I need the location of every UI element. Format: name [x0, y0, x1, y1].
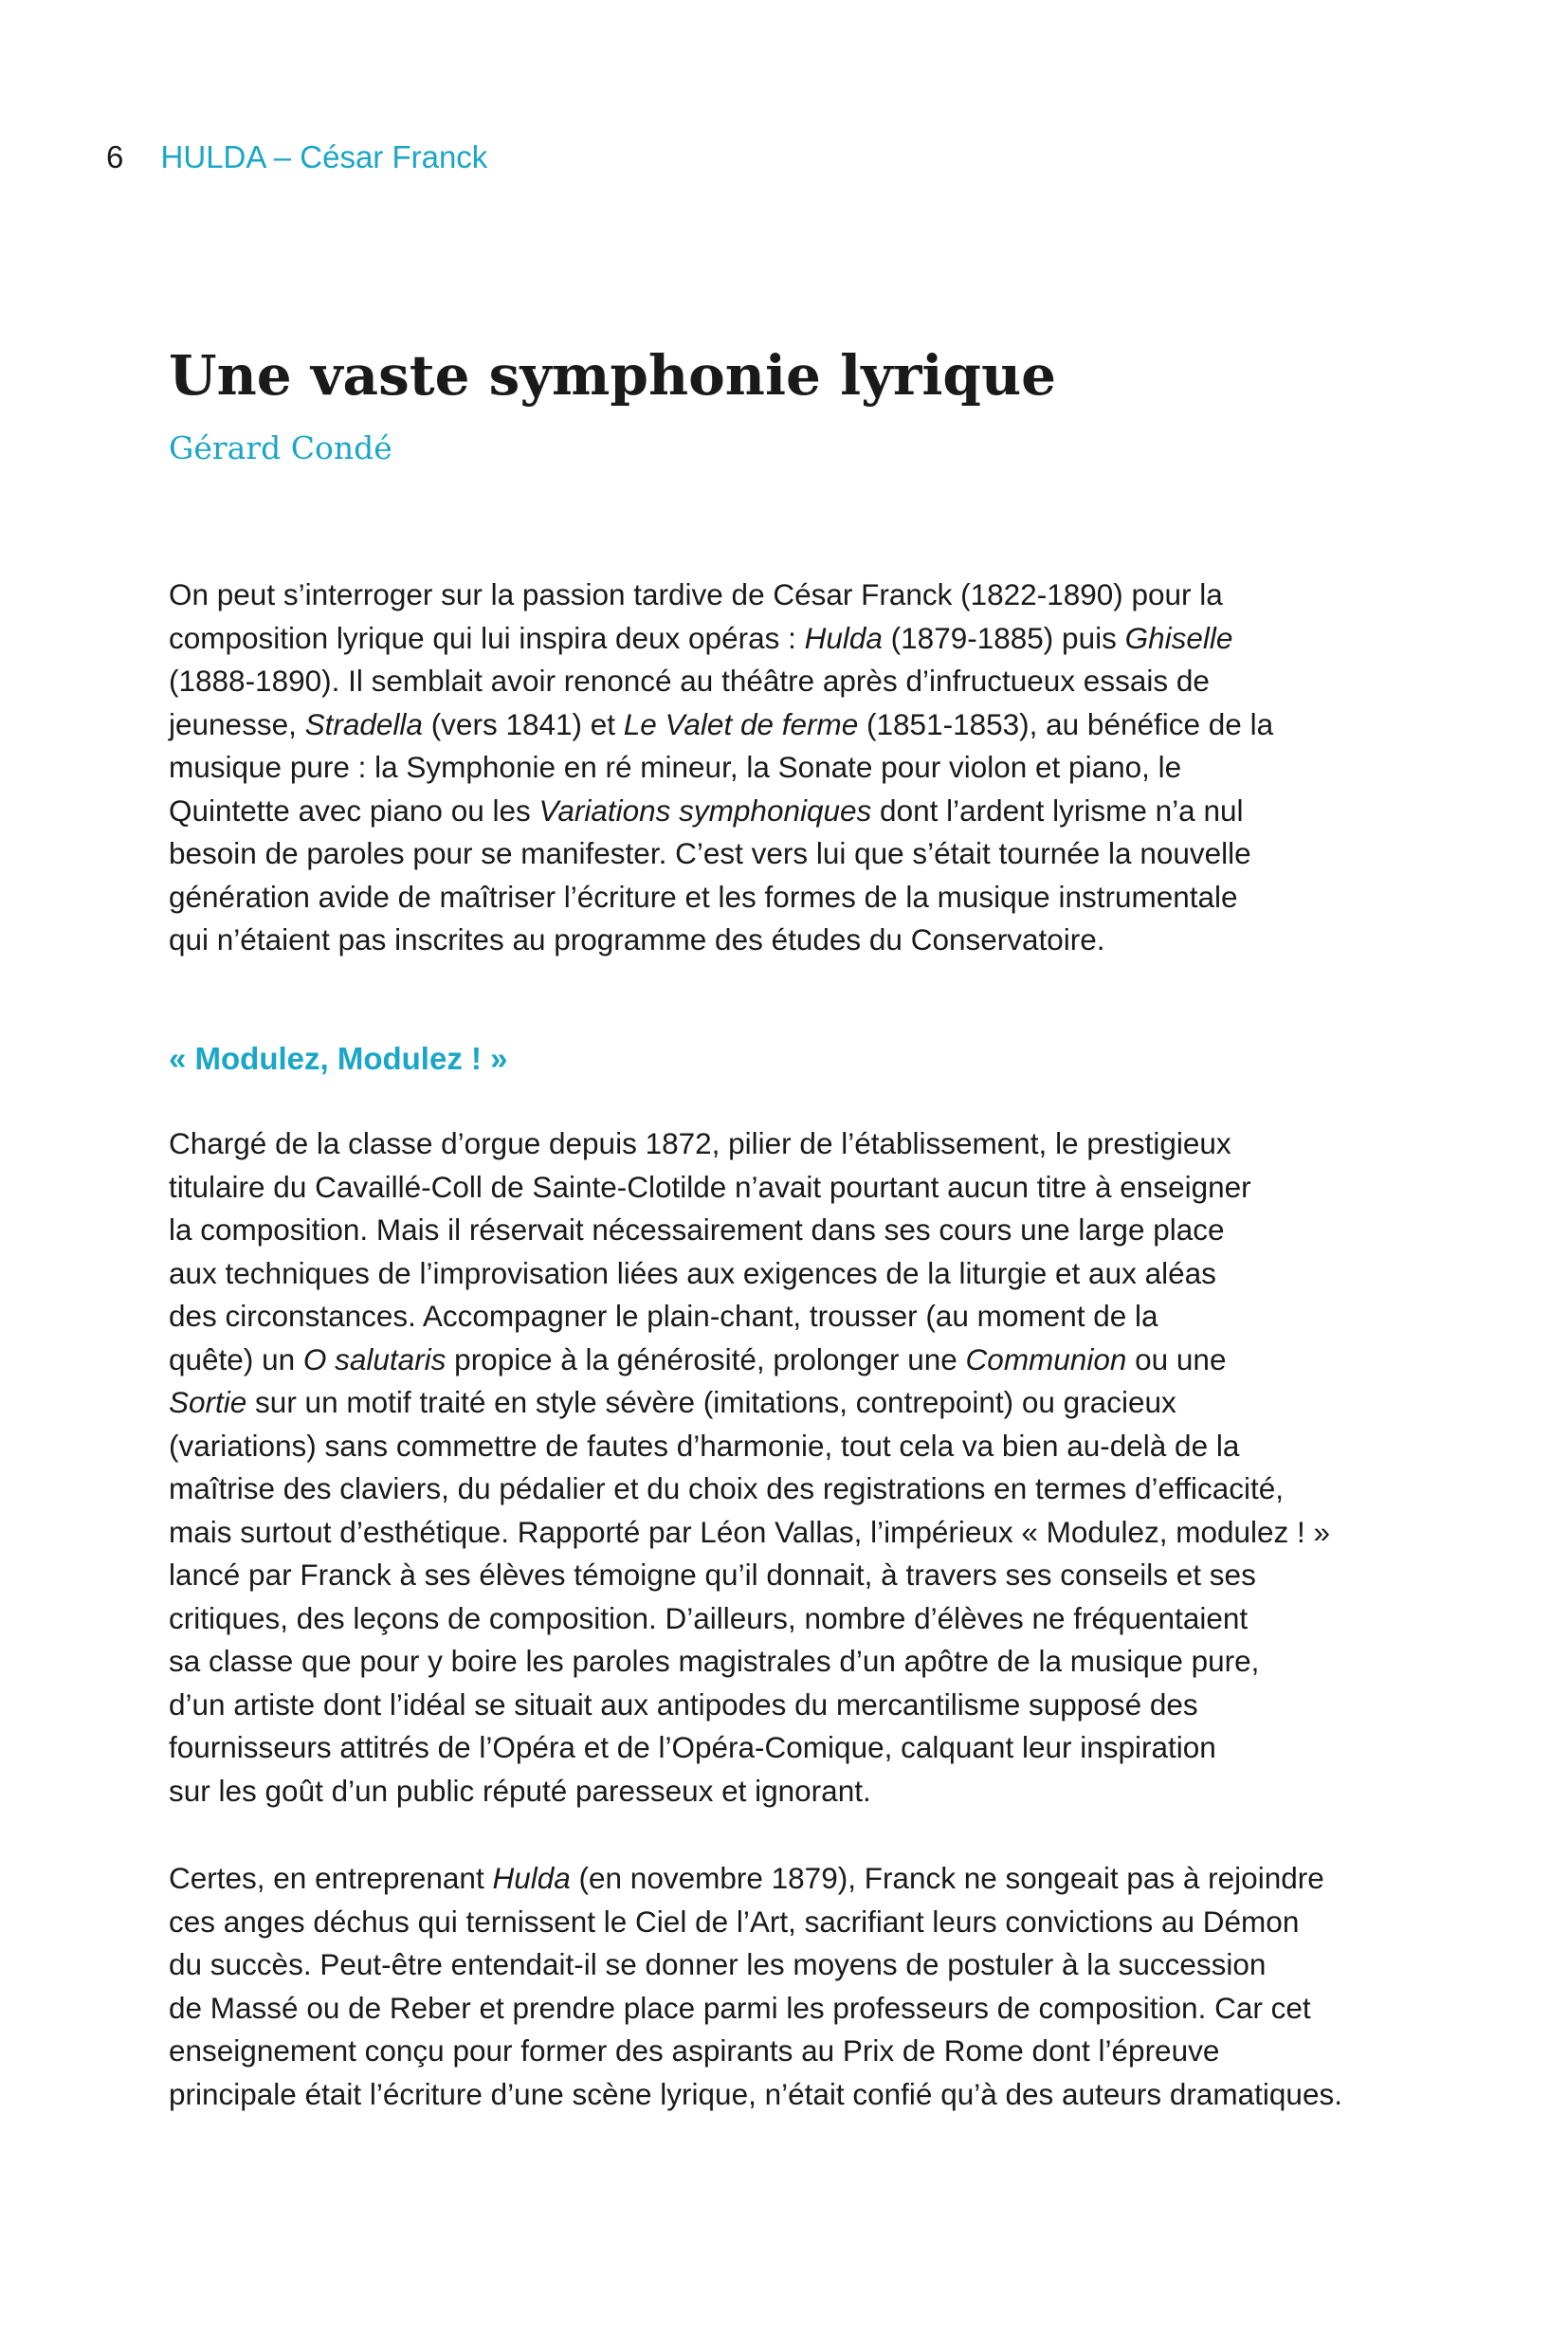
- text-line: [169, 703, 1273, 747]
- text-run: principale était l’écriture d’une scène lyrique, n’était confié qu’à des auteurs dramatiques.: [169, 2076, 1342, 2111]
- italic-title: Communion: [965, 1341, 1127, 1376]
- text-line: [169, 1684, 1330, 1727]
- text-line: [169, 1339, 1330, 1382]
- text-run: besoin de paroles pour se manifester. C’est vers lui que s’était tournée la nouvelle: [169, 836, 1251, 870]
- text-line: [169, 1987, 1342, 2031]
- article-author: Gérard Condé: [169, 429, 392, 466]
- text-line: [169, 1857, 1342, 1901]
- text-run: On peut s’interroger sur la passion tardive de César Franck (1822-1890) pour la: [169, 577, 1223, 611]
- running-head: [106, 138, 487, 176]
- text-line: [169, 1381, 1330, 1425]
- text-run: (1888-1890). Il semblait avoir renoncé au théâtre après d’infructueux essais de: [169, 664, 1210, 698]
- text-line: [169, 1597, 1330, 1641]
- text-line: [169, 746, 1273, 790]
- text-line: [169, 1511, 1330, 1555]
- text-line: [169, 876, 1273, 920]
- text-line: [169, 1295, 1330, 1339]
- text-run: des circonstances. Accompagner le plain-chant, trousser (au moment de la: [169, 1299, 1158, 1333]
- italic-title: Stradella: [304, 706, 423, 741]
- text-line: [169, 2073, 1342, 2117]
- text-line: [169, 1122, 1330, 1166]
- italic-title: Sortie: [169, 1385, 247, 1419]
- italic-title: Hulda: [492, 1861, 571, 1895]
- text-run: dont l’ardent lyrisme n’a nul: [871, 793, 1244, 828]
- text-line: [169, 790, 1273, 833]
- text-line: [169, 1209, 1330, 1252]
- text-line: [169, 1901, 1342, 1944]
- text-run: sur un motif traité en style sévère (imitations, contrepoint) ou gracieux: [246, 1385, 1176, 1419]
- text-run: (en novembre 1879), Franck ne songeait pas à rejoindre: [570, 1861, 1324, 1895]
- text-run: jeunesse,: [169, 706, 305, 741]
- section-heading: « Modulez, Modulez ! »: [169, 1041, 508, 1076]
- text-line: [169, 1166, 1330, 1210]
- text-run: Certes, en entreprenant: [169, 1861, 493, 1895]
- text-run: de Massé ou de Reber et prendre place parmi les professeurs de composition. Car cet: [169, 1990, 1311, 2025]
- text-line: [169, 1252, 1330, 1296]
- text-run: musique pure : la Symphonie en ré mineur, la Sonate pour violon et piano, le: [169, 750, 1182, 784]
- text-run: mais surtout d’esthétique. Rapporté par Léon Vallas, l’impérieux « Modulez, modulez ! »: [169, 1514, 1331, 1549]
- text-run: Chargé de la classe d’orgue depuis 1872, pilier de l’établissement, le prestigieux: [169, 1126, 1231, 1160]
- page-number: 6: [106, 139, 124, 174]
- text-run: génération avide de maîtriser l’écriture et les formes de la musique instrumentale: [169, 879, 1238, 914]
- text-line: [169, 660, 1273, 703]
- text-run: (1879-1885) puis: [882, 620, 1125, 655]
- text-line: [169, 1726, 1330, 1770]
- text-run: ces anges déchus qui ternissent le Ciel de l’Art, sacrifiant leurs convictions au Démon: [169, 1904, 1300, 1939]
- text-run: propice à la générosité, prolonger une: [446, 1341, 966, 1376]
- text-line: [169, 617, 1273, 661]
- text-line: [169, 1554, 1330, 1597]
- text-run: titulaire du Cavaillé-Coll de Sainte-Clotilde n’avait pourtant aucun titre à enseigner: [169, 1169, 1251, 1204]
- text-run: (1851-1853), au bénéfice de la: [858, 706, 1274, 741]
- text-run: d’un artiste dont l’idéal se situait aux antipodes du mercantilisme supposé des: [169, 1686, 1198, 1722]
- article-title: Une vaste symphonie lyrique: [169, 343, 1057, 408]
- paragraph-organ-class: [169, 1122, 1330, 1813]
- italic-title: Variations symphoniques: [538, 793, 872, 828]
- text-line: [169, 832, 1273, 876]
- text-line: [169, 1943, 1342, 1987]
- text-run: maîtrise des claviers, du pédalier et du choix des registrations en termes d’efficacité,: [169, 1471, 1284, 1505]
- text-run: ou une: [1126, 1341, 1227, 1376]
- text-run: du succès. Peut-être entendait-il se donner les moyens de postuler à la succession: [169, 1947, 1267, 1981]
- paragraph-intro: [169, 574, 1273, 962]
- text-line: [169, 1770, 1330, 1813]
- text-line: [169, 1640, 1330, 1684]
- text-run: sa classe que pour y boire les paroles magistrales d’un apôtre de la musique pure,: [169, 1644, 1260, 1678]
- text-run: composition lyrique qui lui inspira deux opéras :: [169, 620, 805, 655]
- text-run: enseignement conçu pour former des aspirants au Prix de Rome dont l’épreuve: [169, 2033, 1220, 2068]
- text-line: [169, 1467, 1330, 1511]
- text-run: aux techniques de l’improvisation liées aux exigences de la liturgie et aux aléas: [169, 1255, 1216, 1290]
- running-title: HULDA – César Franck: [160, 139, 488, 174]
- italic-title: Hulda: [804, 620, 883, 655]
- text-line: [169, 574, 1273, 617]
- text-run: qui n’étaient pas inscrites au programme des études du Conservatoire.: [169, 922, 1105, 957]
- italic-title: Ghiselle: [1124, 620, 1233, 655]
- text-run: critiques, des leçons de composition. D’ailleurs, nombre d’élèves ne fréquentaient: [169, 1600, 1249, 1635]
- text-run: Quintette avec piano ou les: [169, 793, 539, 828]
- text-run: (vers 1841) et: [422, 706, 624, 741]
- text-run: sur les goût d’un public réputé paresseux et ignorant.: [169, 1773, 871, 1808]
- text-line: [169, 1425, 1330, 1468]
- italic-title: O salutaris: [302, 1341, 447, 1376]
- text-run: la composition. Mais il réservait nécessairement dans ses cours une large place: [169, 1212, 1225, 1247]
- text-run: fournisseurs attitrés de l’Opéra et de l’Opéra-Comique, calquant leur inspiration: [169, 1730, 1216, 1764]
- text-line: [169, 2030, 1342, 2073]
- text-run: (variations) sans commettre de fautes d’harmonie, tout cela va bien au-delà de la: [169, 1428, 1240, 1463]
- text-line: [169, 919, 1273, 962]
- italic-title: Le Valet de ferme: [623, 706, 859, 741]
- paragraph-hulda: [169, 1857, 1342, 2116]
- text-run: lancé par Franck à ses élèves témoigne qu’il donnait, à travers ses conseils et ses: [169, 1558, 1256, 1592]
- text-run: quête) un: [169, 1341, 303, 1376]
